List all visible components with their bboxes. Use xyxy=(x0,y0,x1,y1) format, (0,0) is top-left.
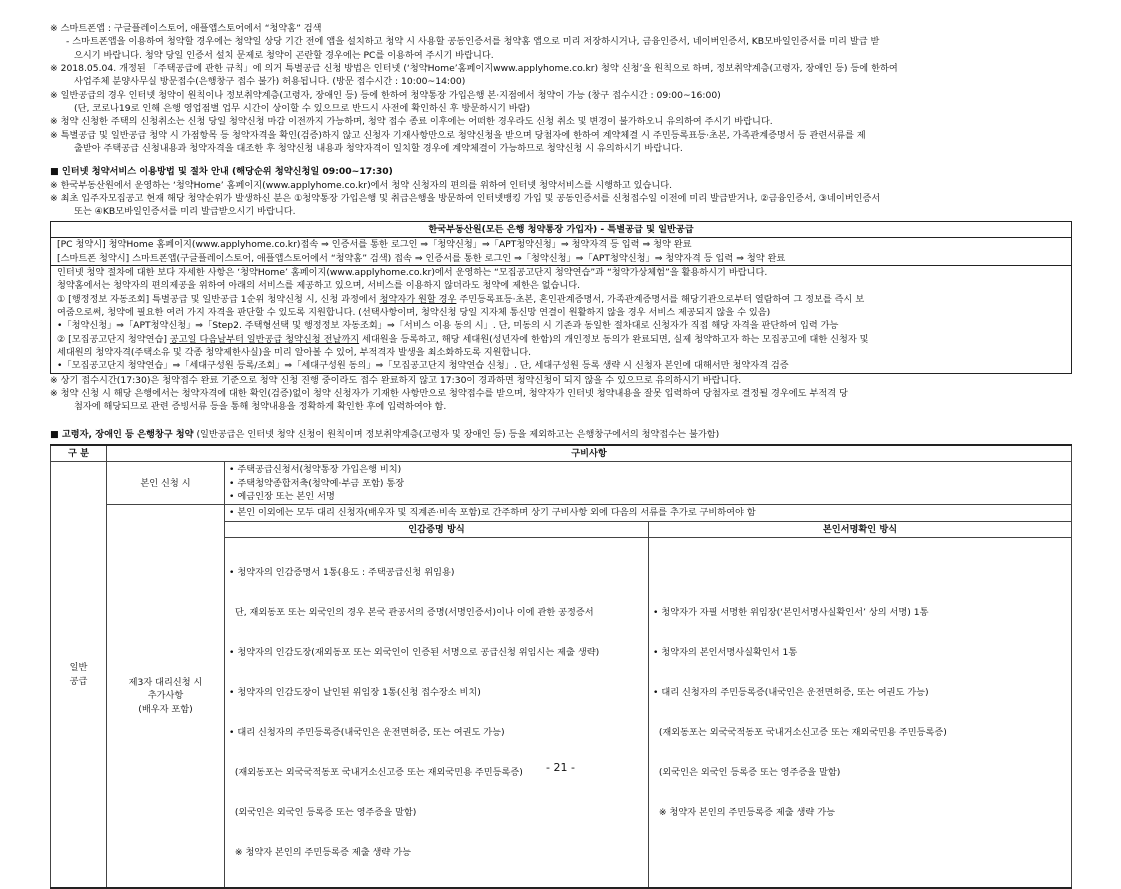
service-item-1-path: •「청약신청」⇒「APT청약신청」⇒「Step2. 주택형선택 및 행정정보 자동조회」⇒「서비스 이용 동의 시」. 단, 미동의 시 기존과 동일한 절차대로 신청자가 직접 해당 자격을 판단하여 입력 가능 xyxy=(57,320,839,332)
bank-requirements-table xyxy=(50,444,1072,889)
after-note: ※ 상기 접수시간(17:30)은 청약접수 완료 기준으로 청약 신청 진행 중이라도 접수 완료하지 않고 17:30이 경과하면 청약신청이 되지 않을 수 있으므로 유의하시기 바랍니다. xyxy=(50,374,742,386)
service-info xyxy=(51,265,1071,373)
self-apply-label: 본인 신청 시 xyxy=(107,462,225,505)
service-item-2-path: •「모집공고단지 청약연습」⇒「세대구성원 등록/조회」⇒「세대구성원 동의」⇒「모집공고단지 청약연습 신청」. 단, 세대구성원 등록 생략 시 신청자 본인에 대해서만 청약자격 검증 xyxy=(57,360,789,372)
requirement-item: • 청약자의 인감도장이 날인된 위임장 1통(신청 접수장소 비치) xyxy=(229,686,481,698)
requirement-item: • 주택공급신청서(청약통장 가입은행 비치) xyxy=(229,464,402,476)
top-notes xyxy=(50,22,1072,155)
proxy-apply-label: 제3자 대리신청 시 추가사항 (배우자 포함) xyxy=(107,505,225,888)
service-item-1 xyxy=(51,293,1071,306)
note-line: 으시기 바랍니다. 청약 당일 인증서 설치 문제로 청약이 곤란할 경우에는 PC를 이용하여 주시기 바랍니다. xyxy=(74,49,494,61)
requirement-item: (외국인은 외국인 등록증 또는 영주증을 말함) xyxy=(653,766,841,778)
after-note: 첨자에 해당되므로 관련 증빙서류 등을 통해 청약내용을 정확하게 확인한 후에 입력하여야 함. xyxy=(74,401,447,413)
section-title-rest: (일반공급은 인터넷 청약 신청이 원칙이며 정보취약계층(고령자 및 장애인 등) 등을 제외하고는 은행창구에서의 청약접수는 불가함) xyxy=(193,428,720,440)
note-line: ※ 청약 신청한 주택의 신청취소는 신청 당일 청약신청 마감 이전까지 가능하며, 청약 접수 종료 이후에는 어떠한 경우라도 신청 취소 및 변경이 불가하오니 유의하여 주시기 바랍니다. xyxy=(50,116,773,128)
requirement-item: (외국인은 외국인 등록증 또는 영주증을 말함) xyxy=(229,806,417,818)
section-note: 또는 ④KB모바일인증서를 미리 발급받으시기 바랍니다. xyxy=(74,206,296,218)
seal-method-header: 인감증명 방식 xyxy=(225,521,649,537)
section-note: ※ 최초 입주자모집공고 현재 해당 청약순위가 발생하신 분은 ①청약통장 가입은행 및 취급은행을 방문하여 인터넷뱅킹 가입 및 공동인증서를 신청접수일 이전에 미리 발급받거나, ②금융인증서, ③네이버인증서 xyxy=(50,193,881,205)
mobile-procedure: [스마트폰 청약시] 스마트폰앱(구글플레이스토어, 애플앱스토어에서 “청약홈” 검색) 접속 ⇒ 인증서를 통한 로그인 ⇒「청약신청」⇒「APT청약신청」⇒ 청약자격 등 입력 ⇒ 청약 완료 xyxy=(57,252,786,264)
header-category: 구 분 xyxy=(51,445,107,462)
pc-procedure: [PC 청약시] 청약Home 홈페이지(www.applyhome.co.kr)접속 ⇒ 인증서를 통한 로그인 ⇒「청약신청」⇒「APT청약신청」⇒ 청약자격 등 입력 ⇒ 청약 완료 xyxy=(57,239,692,251)
service-item-2 xyxy=(51,333,1071,346)
header-requirements: 구비사항 xyxy=(107,445,1072,462)
note-line: ※ 일반공급의 경우 인터넷 청약이 원칙이나 정보취약계층(고령자, 장애인 등) 등에 한하여 청약통장 가입은행 본·지점에서 청약이 가능 (창구 접수시간 : 09:00~16:00) xyxy=(50,89,721,101)
requirement-item: • 대리 신청자의 주민등록증(내국인은 운전면허증, 또는 여권도 가능) xyxy=(653,686,929,698)
section-bank-title xyxy=(50,428,1072,441)
box-title: 한국부동산원(모든 은행 청약통장 가입자) - 특별공급 및 일반공급 xyxy=(51,222,1071,238)
item-text: ② [모집공고단지 청약연습] xyxy=(57,333,170,345)
note-line: - 스마트폰앱을 이용하여 청약할 경우에는 청약일 상당 기간 전에 앱을 설치하고 청약 시 사용할 공동인증서를 청약홈 앱으로 미리 저장하시거나, 금융인증서, 네이버인증서, KB모바일인증서를 미리 발급 받 xyxy=(66,36,880,48)
note-line: ※ 특별공급 및 일반공급 청약 시 가점항목 등 청약자격을 확인(검증)하지 않고 신청자 기재사항만으로 청약신청을 받으며 당첨자에 한하여 계약체결 시 주민등록표등·초본, 가족관계증명서 등 관련서류를 제 xyxy=(50,129,866,141)
requirement-item: • 예금인장 또는 본인 서명 xyxy=(229,491,335,502)
requirement-item: 단, 재외동포 또는 외국인의 경우 본국 관공서의 증명(서명인증서)이나 이에 관한 공정증서 xyxy=(229,606,594,618)
note-line: ※ 스마트폰앱 : 구글플레이스토어, 애플앱스토어에서 “청약홈” 검색 xyxy=(50,23,322,34)
requirement-item: (재외동포는 외국국적동포 국내거소신고증 또는 재외국민용 주민등록증) xyxy=(653,726,947,738)
requirement-item: ※ 청약자 본인의 주민등록증 제출 생략 가능 xyxy=(653,806,835,818)
requirement-item: • 주택청약종합저축(청약예·부금 포함) 통장 xyxy=(229,477,405,489)
info-line: 청약홈에서는 청약자의 편의제공을 위하여 아래의 서비스를 제공하고 있으며, 서비스를 이용하지 않더라도 청약에 제한은 없습니다. xyxy=(57,280,581,292)
page-number: - 21 - xyxy=(546,761,575,774)
requirement-item: • 청약자의 인감증명서 1통(용도 : 주택공급신청 위임용) xyxy=(229,566,455,578)
requirement-item: (재외동포는 외국국적동포 국내거소신고증 또는 재외국민용 주민등록증) xyxy=(229,766,523,778)
internet-procedure-box xyxy=(50,221,1072,374)
requirement-item: • 대리 신청자의 주민등록증(내국인은 운전면허증, 또는 여권도 가능) xyxy=(229,726,505,738)
section-title-bold: ■ 고령자, 장애인 등 은행창구 청약 xyxy=(50,428,194,440)
sign-method-header: 본인서명확인 방식 xyxy=(649,521,1072,537)
proxy-note: • 본인 이외에는 모두 대리 신청자(배우자 및 직계존·비속 포함)로 간주하며 상기 구비사항 외에 다음의 서류를 추가로 구비하여야 함 xyxy=(225,505,1072,521)
page-content xyxy=(50,22,1072,889)
after-note: ※ 청약 신청 시 해당 은행에서는 청약자격에 대한 확인(검증)없이 청약 신청자가 기재한 사항만으로 청약접수를 받으며, 청약자가 인터넷 청약내용을 잘못 입력하여 당첨자로 결정될 경우에도 부적격 당 xyxy=(50,387,848,399)
requirement-item: • 청약자의 인감도장(재외동포 또는 외국인이 인증된 서명으로 공급신청 위임시는 제출 생략) xyxy=(229,646,600,658)
section-note: ※ 한국부동산원에서 운영하는 ‘청약Home’ 홈페이지(www.applyhome.co.kr)에서 청약 신청자의 편의를 위하여 인터넷 청약서비스를 시행하고 있습니다. xyxy=(50,179,673,191)
seal-method-items xyxy=(225,538,649,888)
sign-method-items xyxy=(649,538,1072,888)
item-underline: 청약자가 원할 경우 xyxy=(379,293,457,305)
item-text: ① [행정정보 자동조회] 특별공급 및 일반공급 1순위 청약신청 시, 신청 과정에서 xyxy=(57,293,380,305)
requirement-item: ※ 청약자 본인의 주민등록증 제출 생략 가능 xyxy=(229,846,411,858)
service-item-2-cont: 세대원의 청약자격(주택소유 및 각종 청약제한사실)을 미리 알아볼 수 있어, 부적격자 발생을 최소화하도록 지원합니다. xyxy=(57,346,532,358)
item-underline: 공고일 다음날부터 일반공급 청약신청 전날까지 xyxy=(169,333,360,345)
item-text: 세대원을 등록하고, 해당 세대원(성년자에 한함)의 개인정보 동의가 완료되면, 실제 청약하고자 하는 모집공고에 대한 신청자 및 xyxy=(359,333,869,345)
note-line: ※ 2018.05.04. 개정된 「주택공급에 관한 규칙」에 의거 특별공급 신청 방법은 인터넷 (‘청약Home’홈페이지www.applyhome.co.kr) 청약 신청’을 원칙으로 하며, 정보취약계층(고령자, 장애인 등) 등에 한하여 xyxy=(50,63,898,75)
item-text: 주민등록표등·초본, 혼인관계증명서, 가족관계증명서를 해당기관으로부터 열람하여 그 정보를 즉시 보 xyxy=(456,293,865,305)
info-line: 인터넷 청약 절차에 대한 보다 자세한 사항은 ‘청약Home’ 홈페이지(www.applyhome.co.kr)에서 운영하는 “모집공고단지 청약연습”과 “청약가상체험”을 활용하시기 바랍니다. xyxy=(57,266,768,278)
self-apply-items xyxy=(225,462,1072,505)
note-line: (단, 코로나19로 인해 은행 영업점별 업무 시간이 상이할 수 있으므로 반드시 사전에 확인하신 후 방문하시기 바람) xyxy=(74,103,531,115)
requirement-item: • 청약자의 본인서명사실확인서 1통 xyxy=(653,646,798,658)
note-line: 출받아 주택공급 신청내용과 청약자격을 대조한 후 청약신청 내용과 청약자격이 일치할 경우에 계약체결이 가능하므로 청약신청 시 유의하시기 바랍니다. xyxy=(74,143,683,155)
section-internet-title: ■ 인터넷 청약서비스 이용방법 및 절차 안내 (해당순위 청약신청일 09:00~17:30) xyxy=(50,166,393,178)
note-line: 사업주체 분양사무실 방문접수(은행창구 접수 불가) 허용됩니다. (방문 접수시간 : 10:00~14:00) xyxy=(74,76,466,88)
requirement-item: • 청약자가 자필 서명한 위임장(‘본인서명사실확인서’ 상의 서명) 1통 xyxy=(653,606,929,618)
category-general: 일반 공급 xyxy=(51,462,107,888)
service-item-1-cont: 여줌으로써, 청약에 필요한 여러 가지 자격을 판단할 수 있도록 지원합니다. (선택사항이며, 청약신청 당일 지자체 통신망 연결이 원활하지 않을 경우 서비스 제공되지 않을 수 있음) xyxy=(57,306,771,318)
